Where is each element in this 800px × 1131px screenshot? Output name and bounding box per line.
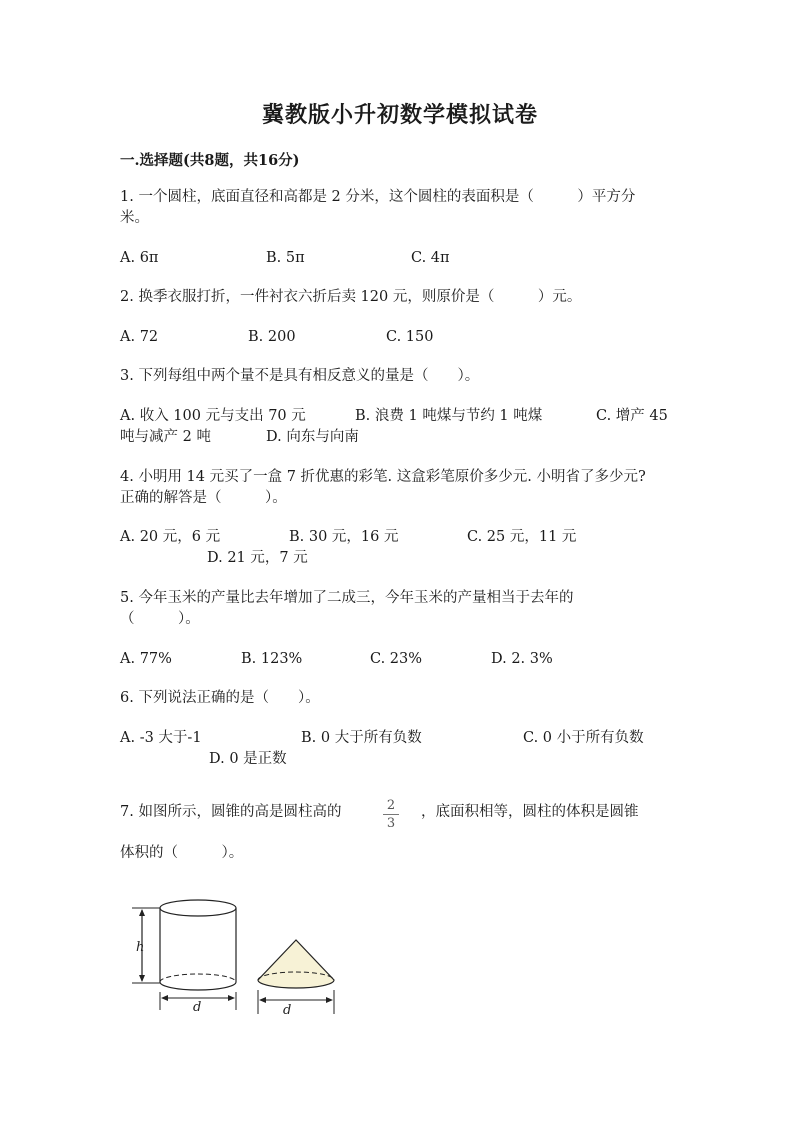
cylinder-bottom-front bbox=[160, 982, 236, 990]
fraction-denominator: 3 bbox=[386, 816, 396, 831]
page-title: 冀教版小升初数学模拟试卷 bbox=[261, 102, 538, 128]
question-6-line-1: 6. 下列说法正确的是（ ）。 bbox=[120, 690, 320, 706]
fraction-bar bbox=[383, 814, 399, 815]
question-1-option-a: A. 6π bbox=[120, 250, 159, 266]
cone-diameter-label: d bbox=[283, 1003, 292, 1018]
cylinder-top-ellipse bbox=[160, 900, 236, 916]
question-7-line-1: 7. 如图所示，圆锥的高是圆柱高的 bbox=[120, 804, 342, 820]
question-1-option-c: C. 4π bbox=[411, 250, 450, 266]
question-1-line-1: 1. 一个圆柱，底面直径和高都是 2 分米，这个圆柱的表面积是（ ）平方分 bbox=[120, 189, 636, 205]
question-2-option-b: B. 200 bbox=[248, 329, 296, 345]
question-5-option-b: B. 123% bbox=[241, 651, 303, 667]
question-3-option-a: A. 收入 100 元与支出 70 元 bbox=[120, 408, 306, 424]
question-7-line-2: 体积的（ ）。 bbox=[120, 845, 244, 861]
question-4-option-b: B. 30 元，16 元 bbox=[289, 529, 399, 545]
fraction-two-thirds bbox=[381, 798, 401, 831]
question-5-option-d: D. 2. 3% bbox=[491, 651, 553, 667]
question-1-line-2: 米。 bbox=[120, 210, 149, 226]
question-7-line-1-continued: ，底面积相等，圆柱的体积是圆锥 bbox=[421, 804, 639, 820]
height-arrow-top bbox=[139, 909, 145, 916]
question-1-option-b: B. 5π bbox=[266, 250, 305, 266]
question-6-option-d: D. 0 是正数 bbox=[209, 751, 287, 767]
question-2-option-a: A. 72 bbox=[120, 329, 159, 345]
cone-diameter-arrow-right bbox=[326, 997, 333, 1003]
cylinder-diameter-arrow-right bbox=[228, 995, 235, 1001]
fraction-numerator: 2 bbox=[386, 798, 396, 813]
question-3-option-d: D. 向东与向南 bbox=[266, 429, 359, 445]
question-4-option-a: A. 20 元，6 元 bbox=[120, 529, 221, 545]
question-4-line-1: 4. 小明用 14 元买了一盒 7 折优惠的彩笔. 这盒彩笔原价多少元. 小明省了多少元? bbox=[120, 469, 646, 485]
question-6-option-c: C. 0 小于所有负数 bbox=[523, 730, 644, 746]
question-2-line-1: 2. 换季衣服打折，一件衬衣六折后卖 120 元，则原价是（ ）元。 bbox=[120, 289, 582, 305]
question-5-line-2: （ ）。 bbox=[120, 611, 200, 627]
question-6-option-b: B. 0 大于所有负数 bbox=[301, 730, 422, 746]
cylinder-cone-figure bbox=[120, 890, 360, 1025]
height-arrow-bottom bbox=[139, 975, 145, 982]
cylinder-diameter-label: d bbox=[193, 1000, 202, 1015]
cylinder-bottom-back bbox=[160, 974, 236, 982]
question-5-option-c: C. 23% bbox=[370, 651, 423, 667]
question-3-option-c-continued: 吨与减产 2 吨 bbox=[120, 429, 211, 445]
cone-diameter-arrow-left bbox=[259, 997, 266, 1003]
question-4-line-2: 正确的解答是（ ）。 bbox=[120, 490, 287, 506]
question-6-option-a: A. -3 大于-1 bbox=[120, 730, 202, 746]
question-5-option-a: A. 77% bbox=[120, 651, 172, 667]
question-3-option-b: B. 浪费 1 吨煤与节约 1 吨煤 bbox=[355, 408, 543, 424]
question-3-line-1: 3. 下列每组中两个量不是具有相反意义的量是（ ）。 bbox=[120, 368, 480, 384]
cylinder-diameter-arrow-left bbox=[161, 995, 168, 1001]
question-5-line-1: 5. 今年玉米的产量比去年增加了二成三，今年玉米的产量相当于去年的 bbox=[120, 590, 574, 606]
section-header: 一.选择题(共8题，共16分) bbox=[120, 152, 300, 169]
question-4-option-d: D. 21 元，7 元 bbox=[207, 550, 308, 566]
question-3-option-c: C. 增产 45 bbox=[596, 408, 668, 424]
question-2-option-c: C. 150 bbox=[386, 329, 434, 345]
cone-body bbox=[258, 940, 334, 988]
question-4-option-c: C. 25 元，11 元 bbox=[467, 529, 577, 545]
height-label: h bbox=[136, 940, 145, 955]
